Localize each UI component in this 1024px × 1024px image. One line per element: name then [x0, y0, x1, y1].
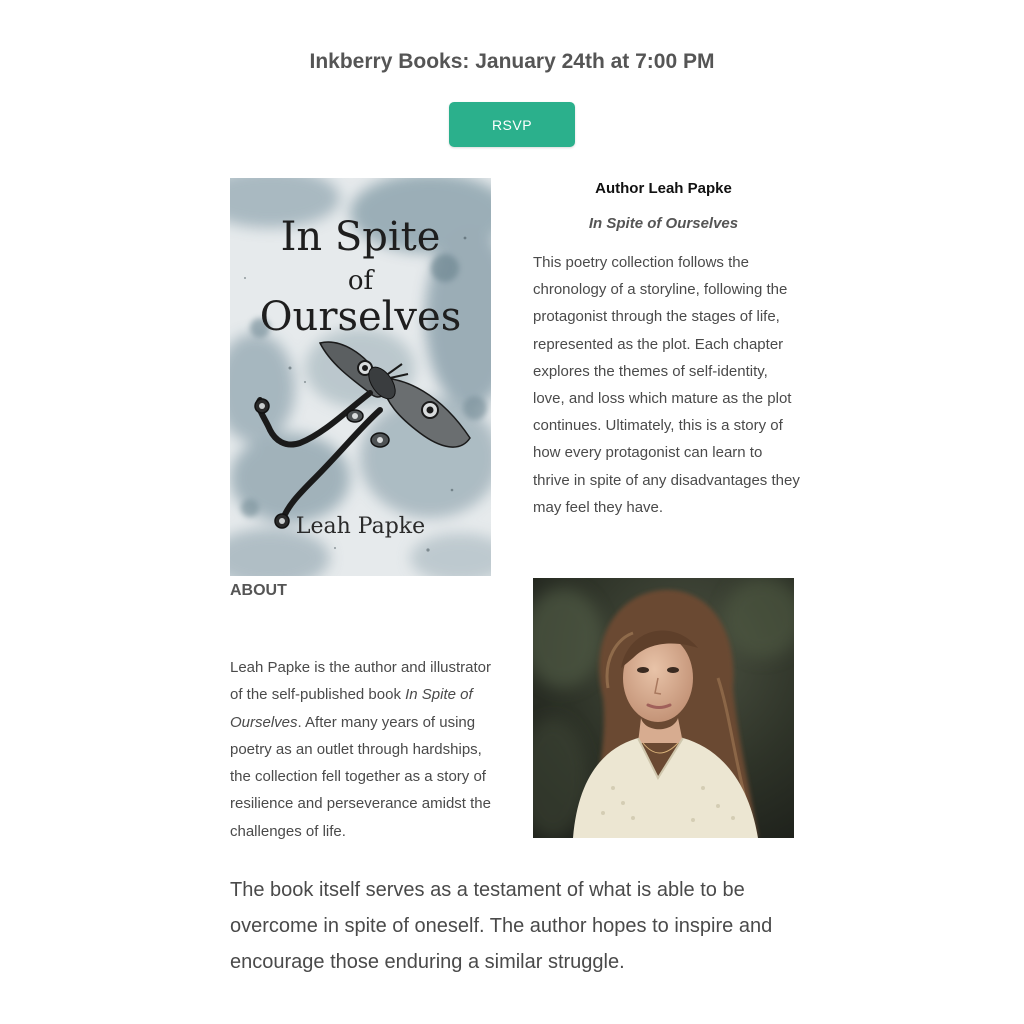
cover-author: Leah Papke	[295, 514, 426, 539]
author-heading: Author Leah Papke	[595, 180, 732, 197]
event-title: Inkberry Books: January 24th at 7:00 PM	[309, 50, 715, 73]
rsvp-button[interactable]: RSVP	[449, 102, 575, 147]
bio-text-start: Leah Papke is the author and illustrator of the self-published book	[230, 659, 491, 704]
closing-statement: The book itself serves as a testament of what is able to be overcome in spite of oneself. The author hopes to inspire and encourage those enduring a similar struggle.	[230, 879, 773, 973]
bio-book-title: In Spite of Ourselves	[230, 686, 473, 731]
author-portrait-illustration	[533, 578, 794, 838]
bio-text-end: . After many years of using poetry as an outlet through hardships, the collection fell together as a story of resilience and perseverance amidst the challenges of life.	[230, 713, 491, 840]
author-bio	[230, 654, 500, 845]
author-photo	[533, 578, 794, 838]
about-heading: ABOUT	[230, 582, 287, 599]
cover-title-line1: In Spite	[280, 214, 441, 260]
book-description: This poetry collection follows the chronology of a storyline, following the protagonist through the stages of life, represented as the plot. Each chapter explores the themes of self-identity, love, and loss which mature as the plot continues. Ultimately, this is a story of how every protagonist can learn to thrive in spite of any disadvantages they may feel they have.	[533, 254, 800, 516]
book-title: In Spite of Ourselves	[588, 215, 739, 232]
cover-title-line3: Ourselves	[259, 294, 462, 340]
cover-title-line2: of	[347, 266, 374, 296]
book-cover	[230, 178, 491, 576]
